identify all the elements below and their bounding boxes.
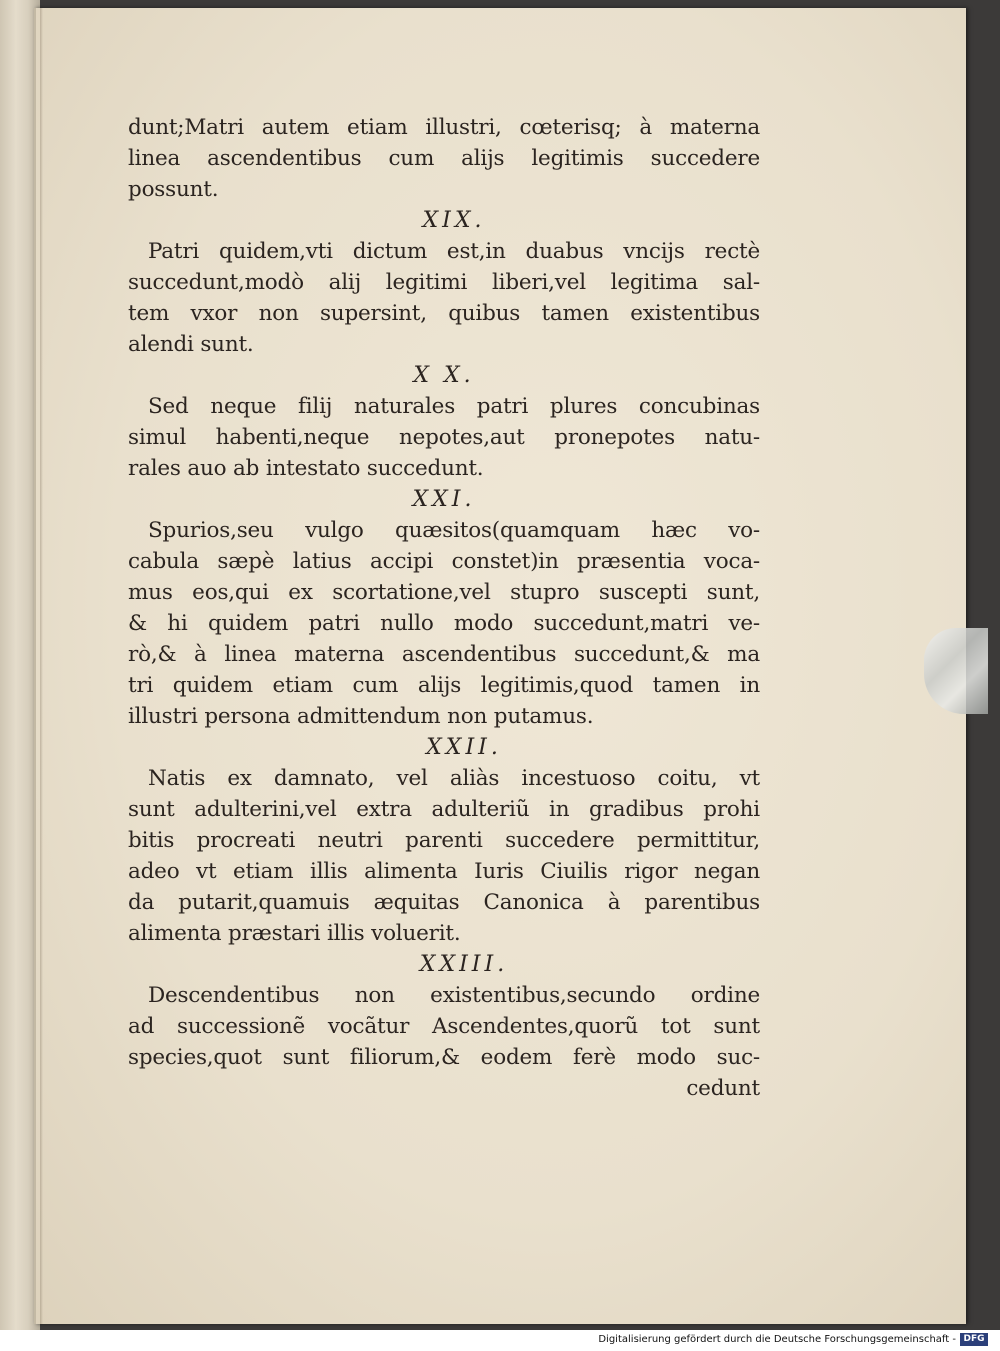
footer-bar (0, 1330, 1000, 1351)
page-fold-shadow (40, 8, 43, 1324)
text-line: Descendentibus non existentibus,secundo ordine (148, 983, 760, 1008)
text-line: alimenta præstari illis voluerit. (128, 921, 461, 946)
text-line: Sed neque filij naturales patri plures concubinas (148, 394, 760, 419)
text-line: rò,& à linea materna ascendentibus succedunt,& ma (128, 642, 760, 667)
section-numeral: XXIII. (419, 952, 509, 977)
text-line: linea ascendentibus cum alijs legitimis succedere (128, 146, 760, 171)
catchword: cedunt (686, 1076, 760, 1101)
text-line: simul habenti,neque nepotes,aut pronepotes natu- (128, 425, 760, 450)
text-line: cabula sæpè latius accipi constet)in præsentia voca- (128, 549, 760, 574)
text-line: Patri quidem,vti dictum est,in duabus vncijs rectè (148, 239, 760, 264)
text-line: possunt. (128, 177, 219, 202)
dfg-logo[interactable]: DFG (960, 1333, 988, 1346)
text-line: Spurios,seu vulgo quæsitos(quamquam hæc vo- (148, 518, 760, 543)
text-line: & hi quidem patri nullo modo succedunt,matri ve- (128, 611, 760, 636)
section-numeral: XXII. (426, 735, 502, 760)
text-line: mus eos,qui ex scortatione,vel stupro suscepti sunt, (128, 580, 760, 605)
section-numeral: XIX. (422, 208, 486, 233)
text-line: tri quidem etiam cum alijs legitimis,quod tamen in (128, 673, 760, 698)
text-line: bitis procreati neutri parenti succedere permittitur, (128, 828, 760, 853)
section-numeral: X X. (413, 363, 475, 388)
text-line: succedunt,modò alij legitimi liberi,vel legitima sal- (128, 270, 760, 295)
funding-notice: Digitalisierung gefördert durch die Deutsche Forschungsgemeinschaft - (598, 1334, 956, 1345)
section-numeral: XXI. (412, 487, 476, 512)
text-line: illustri persona admittendum non putamus. (128, 704, 594, 729)
text-line: dunt;Matri autem etiam illustri, cœterisq; à materna (128, 115, 760, 140)
text-line: tem vxor non supersint, quibus tamen existentibus (128, 301, 760, 326)
text-line: Natis ex damnato, vel aliàs incestuoso coitu, vt (148, 766, 760, 791)
text-line: alendi sunt. (128, 332, 254, 357)
text-line: da putarit,quamuis æquitas Canonica à parentibus (128, 890, 760, 915)
text-line: rales auo ab intestato succedunt. (128, 456, 484, 481)
text-line: adeo vt etiam illis alimenta Iuris Ciuilis rigor negan (128, 859, 760, 884)
scanner-clip (924, 628, 988, 714)
text-line: ad successionẽ vocãtur Ascendentes,quorũ tot sunt (128, 1014, 760, 1039)
text-line: sunt adulterini,vel extra adulteriũ in gradibus prohi (128, 797, 760, 822)
page-text-block (128, 112, 760, 1104)
text-line: species,quot sunt filiorum,& eodem ferè modo suc- (128, 1045, 760, 1070)
